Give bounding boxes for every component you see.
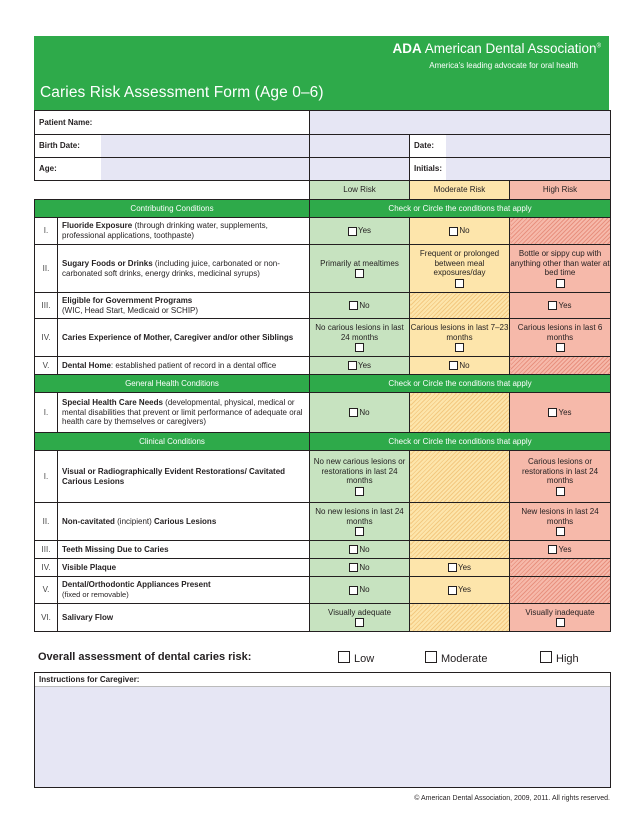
checkbox-icon[interactable] (338, 651, 350, 663)
header-spacer (35, 181, 310, 200)
clinical-section-title: Clinical Conditions (35, 433, 310, 451)
checkbox-icon[interactable] (556, 343, 565, 352)
age-field[interactable] (101, 158, 309, 180)
row-number: I. (35, 451, 58, 503)
condition-appliances: Dental/Orthodontic Appliances Present (fixed or removable) (58, 577, 310, 604)
assessment-table (34, 110, 611, 632)
condition-special-needs: Special Health Care Needs (developmental, physical, medical or mental disabilities that prevent or limit performance of adequate oral health care by themselves or caregivers) (58, 393, 310, 433)
overall-assessment-label: Overall assessment of dental caries risk: (38, 651, 252, 663)
patient-name-label: Patient Name: (35, 111, 310, 135)
checkbox-icon[interactable] (355, 487, 364, 496)
appliances-low[interactable]: No (310, 577, 410, 604)
salivary-low[interactable]: Visually adequate (310, 604, 410, 632)
row-number: IV. (35, 559, 58, 577)
condition-fluoride: Fluoride Exposure (through drinking water, supplements, professional applications, toothpaste) (58, 218, 310, 245)
form-header (34, 36, 609, 110)
checkbox-icon[interactable] (449, 227, 458, 236)
visible-plaque-low[interactable]: No (310, 559, 410, 577)
row-number: II. (35, 245, 58, 293)
form-title: Caries Risk Assessment Form (Age 0–6) (40, 84, 324, 101)
condition-non-cavitated: Non-cavitated (incipient) Carious Lesions (58, 503, 310, 541)
appliances-moderate[interactable]: Yes (410, 577, 510, 604)
contributing-section-title: Contributing Conditions (35, 200, 310, 218)
special-needs-moderate (410, 393, 510, 433)
sugary-low[interactable]: Primarily at mealtimes (310, 245, 410, 293)
copyright-notice: © American Dental Association, 2009, 2011. All rights reserved. (414, 795, 610, 802)
government-moderate (410, 293, 510, 319)
condition-sugary-foods: Sugary Foods or Drinks (including juice, carbonated or non-carbonated soft drinks, energy drinks, medicinal syrups) (58, 245, 310, 293)
birth-date-row (35, 135, 310, 158)
initials-field[interactable] (446, 158, 610, 180)
checkbox-icon[interactable] (349, 563, 358, 572)
teeth-missing-low[interactable]: No (310, 541, 410, 559)
checkbox-icon[interactable] (455, 343, 464, 352)
checkbox-icon[interactable] (355, 618, 364, 627)
checkbox-icon[interactable] (425, 651, 437, 663)
salivary-moderate (410, 604, 510, 632)
restorations-high[interactable]: Carious lesions or restorations in last 24 months (510, 451, 611, 503)
low-risk-header: Low Risk (310, 181, 410, 200)
condition-government-programs: Eligible for Government Programs (WIC, Head Start, Medicaid or SCHIP) (58, 293, 310, 319)
row-number: V. (35, 357, 58, 375)
teeth-missing-moderate (410, 541, 510, 559)
salivary-high[interactable]: Visually inadequate (510, 604, 611, 632)
row-number: IV. (35, 319, 58, 357)
general-section-instruction: Check or Circle the conditions that apply (310, 375, 611, 393)
checkbox-icon[interactable] (548, 545, 557, 554)
row-number: VI. (35, 604, 58, 632)
ada-logo: ADA American Dental Association® (392, 41, 601, 56)
dental-home-moderate[interactable]: No (410, 357, 510, 375)
fluoride-high (510, 218, 611, 245)
condition-restorations: Visual or Radiographically Evident Restorations/ Cavitated Carious Lesions (58, 451, 310, 503)
patient-name-field[interactable] (310, 111, 611, 135)
age-field-ext[interactable] (310, 158, 410, 181)
non-cavitated-moderate (410, 503, 510, 541)
checkbox-icon[interactable] (448, 586, 457, 595)
condition-teeth-missing: Teeth Missing Due to Caries (58, 541, 310, 559)
birth-date-field[interactable] (101, 135, 309, 157)
checkbox-icon[interactable] (355, 269, 364, 278)
checkbox-icon[interactable] (355, 527, 364, 536)
visible-plaque-high (510, 559, 611, 577)
caries-experience-low[interactable]: No carious lesions in last 24 months (310, 319, 410, 357)
row-number: V. (35, 577, 58, 604)
row-number: III. (35, 541, 58, 559)
checkbox-icon[interactable] (349, 301, 358, 310)
clinical-section-instruction: Check or Circle the conditions that apply (310, 433, 611, 451)
sugary-high[interactable]: Bottle or sippy cup with anything other than water at bed time (510, 245, 611, 293)
caregiver-instructions-label: Instructions for Caregiver: (35, 673, 610, 687)
row-number: I. (35, 218, 58, 245)
condition-dental-home: Dental Home: established patient of record in a dental office (58, 357, 310, 375)
overall-moderate-option[interactable]: Moderate (425, 651, 487, 665)
checkbox-icon[interactable] (540, 651, 552, 663)
checkbox-icon[interactable] (449, 361, 458, 370)
government-low[interactable]: No (310, 293, 410, 319)
fluoride-moderate[interactable]: No (410, 218, 510, 245)
checkbox-icon[interactable] (548, 301, 557, 310)
ada-tagline: America's leading advocate for oral health (429, 61, 578, 70)
condition-salivary-flow: Salivary Flow (58, 604, 310, 632)
condition-caries-experience: Caries Experience of Mother, Caregiver and/or other Siblings (58, 319, 310, 357)
checkbox-icon[interactable] (349, 408, 358, 417)
age-label: Age: (39, 164, 57, 174)
overall-low-option[interactable]: Low (338, 651, 374, 665)
moderate-risk-header: Moderate Risk (410, 181, 510, 200)
checkbox-icon[interactable] (349, 545, 358, 554)
non-cavitated-low[interactable]: No new lesions in last 24 months (310, 503, 410, 541)
non-cavitated-high[interactable]: New lesions in last 24 months (510, 503, 611, 541)
checkbox-icon[interactable] (548, 408, 557, 417)
birth-date-field-ext[interactable] (310, 135, 410, 158)
special-needs-low[interactable]: No (310, 393, 410, 433)
row-number: III. (35, 293, 58, 319)
checkbox-icon[interactable] (348, 227, 357, 236)
birth-date-label: Birth Date: (39, 141, 80, 151)
row-number: I. (35, 393, 58, 433)
date-field[interactable] (446, 135, 610, 157)
checkbox-icon[interactable] (556, 487, 565, 496)
row-number: II. (35, 503, 58, 541)
checkbox-icon[interactable] (349, 586, 358, 595)
condition-visible-plaque: Visible Plaque (58, 559, 310, 577)
contributing-section-instruction: Check or Circle the conditions that apply (310, 200, 611, 218)
checkbox-icon[interactable] (448, 563, 457, 572)
checkbox-icon[interactable] (355, 343, 364, 352)
caregiver-instructions-field[interactable] (34, 672, 611, 788)
date-label: Date: (414, 141, 435, 151)
checkbox-icon[interactable] (348, 361, 357, 370)
age-cell (35, 158, 310, 181)
checkbox-icon[interactable] (556, 527, 565, 536)
restorations-moderate (410, 451, 510, 503)
initials-label: Initials: (414, 164, 443, 174)
general-section-title: General Health Conditions (35, 375, 310, 393)
initials-cell (410, 158, 611, 181)
checkbox-icon[interactable] (455, 279, 464, 288)
appliances-high (510, 577, 611, 604)
visible-plaque-moderate[interactable]: Yes (410, 559, 510, 577)
restorations-low[interactable]: No new carious lesions or restorations in last 24 months (310, 451, 410, 503)
fluoride-low[interactable]: Yes (310, 218, 410, 245)
government-high[interactable]: Yes (510, 293, 611, 319)
special-needs-high[interactable]: Yes (510, 393, 611, 433)
caries-experience-moderate[interactable]: Carious lesions in last 7–23 months (410, 319, 510, 357)
caries-experience-high[interactable]: Carious lesions in last 6 months (510, 319, 611, 357)
date-cell (410, 135, 611, 158)
checkbox-icon[interactable] (556, 279, 565, 288)
overall-high-option[interactable]: High (540, 651, 579, 665)
dental-home-high (510, 357, 611, 375)
dental-home-low[interactable]: Yes (310, 357, 410, 375)
sugary-moderate[interactable]: Frequent or prolonged between meal exposures/day (410, 245, 510, 293)
checkbox-icon[interactable] (556, 618, 565, 627)
high-risk-header: High Risk (510, 181, 611, 200)
teeth-missing-high[interactable]: Yes (510, 541, 611, 559)
